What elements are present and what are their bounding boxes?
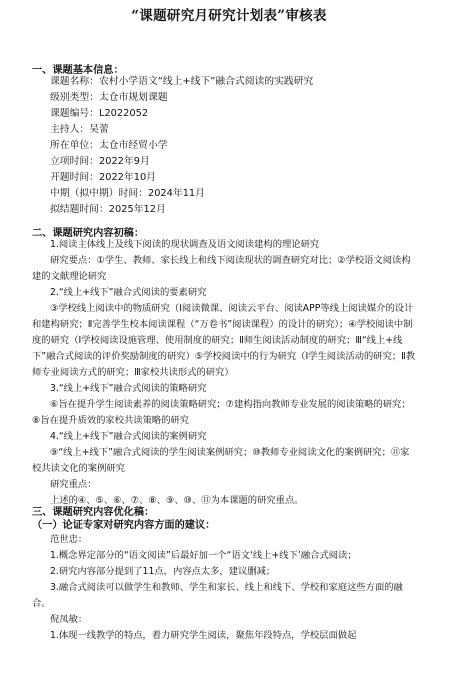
section-optimized-heading: 三、课题研究内容优化稿： (32, 507, 155, 518)
info-unit: 所在单位：太仓市经贸小学 (50, 140, 168, 151)
draft-item-4-points: ⑨“线上+线下”融合式阅读的学生阅读案例研究；⑩教师专业阅读文化的案例研究；⑪家校共读文化的案例研究 (32, 447, 410, 474)
section-basic-info-heading: 一、课题基本信息： (32, 65, 124, 76)
document-title: “课题研究月研究计划表”审核表 (131, 8, 327, 24)
research-focus-label: 研究重点： (50, 479, 97, 490)
info-midterm-date: 中期（拟中期）时间：2024年11月 (50, 188, 205, 199)
expert-name-2: 倪凤敏： (50, 614, 88, 625)
basic-info-list (50, 74, 313, 218)
draft-item-3-title: 3.“线上+线下”融合式阅读的策略研究 (50, 383, 207, 394)
expert-advice-subheading: （一）论证专家对研究内容方面的建议： (32, 520, 216, 531)
info-level-type: 级别类型：太仓市规划课题 (50, 92, 168, 103)
draft-item-4-title: 4.“线上+线下”融合式阅读的案例研究 (50, 431, 207, 442)
draft-item-3-points: ⑥旨在提升学生阅读素养的阅读策略研究；⑦建构指向教师专业发展的阅读策略的研究；⑧旨在提升质效的家校共读策略的研究 (32, 399, 411, 426)
draft-item-2-points: ③学校线上阅读中的物质研究（Ⅰ阅读微课、阅读云平台、阅读APP等线上阅读媒介的设计和建构研究；Ⅱ完善学生校本阅读课程（“万卷书”阅读课程）的设计的研究）；④学校阅读中制度的研究（Ⅰ学校阅读设施管理、使用制度的研究；Ⅱ师生阅读活动制度的研究；Ⅲ“线上+线下”融合式阅读的评价奖励制度的研究）⑤学校阅读中的行为研究（Ⅰ学生阅读活动的研究；Ⅱ教师专业阅读方式的研究；Ⅲ家校共读形式的研究） (32, 303, 416, 378)
draft-item-2-title: 2.“线上+线下”融合式阅读的要素研究 (50, 287, 207, 298)
advice-1-2: 2.研究内容部分提到了11点，内容点太多，建议删减； (50, 566, 276, 577)
advice-1-3: 3.融合式阅读可以做学生和教师、学生和家长、线上和线下、学校和家庭这些方面的融合。 (32, 582, 403, 609)
content-draft-body (32, 237, 418, 509)
info-topic-name: 课题名称：农村小学语文“线上+线下”融合式阅读的实践研究 (50, 76, 314, 87)
draft-item-1-points: 研究要点：①学生、教师、家长线上和线下阅读现状的调查研究对比；②学校语文阅读构建的文献理论研究 (32, 255, 411, 282)
expert-name-1: 范世忠： (50, 534, 88, 545)
advice-2-1: 1.体现一线教学的特点，着力研究学生阅读，聚焦年段特点，学校层面做起 (50, 630, 357, 641)
info-opening-date: 开题时间：2022年10月 (50, 172, 156, 183)
info-topic-number: 课题编号：L2022052 (50, 108, 149, 119)
info-approval-date: 立项时间：2022年9月 (50, 156, 150, 167)
info-conclusion-date: 拟结题时间：2025年12月 (50, 204, 166, 215)
advice-1-1: 1.概念界定部分的“语文阅读”后最好加一个“语文‘线上+线下’融合式阅读； (50, 550, 357, 561)
draft-item-1-title: 1.阅读主体线上及线下阅读的现状调查及语文阅读建构的理论研究 (50, 239, 320, 250)
expert-advice-body (32, 532, 418, 644)
info-host: 主持人：吴蕾 (50, 124, 109, 135)
research-focus-text: 上述的④、⑤、⑥、⑦、⑧、⑨、⑩、⑪为本课题的研究重点。 (50, 495, 304, 506)
section-content-draft-heading: 二、课题研究内容初稿： (32, 228, 145, 239)
